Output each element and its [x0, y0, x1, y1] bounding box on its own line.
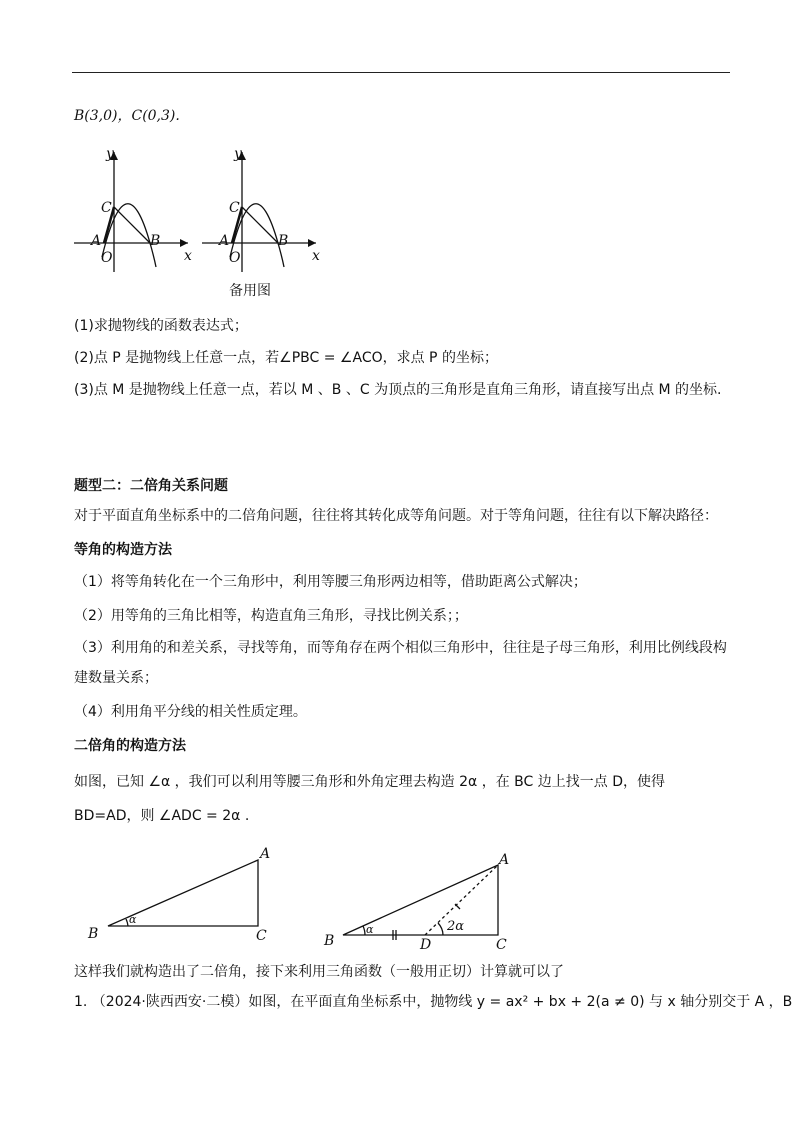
question-3: (3)点 M 是抛物线上任意一点，若以 M 、B 、C 为顶点的三角形是直角三角形，请直接写出点 M 的坐标.	[74, 382, 722, 398]
right-a-label: A	[499, 852, 510, 868]
right-d-label: D	[420, 937, 432, 952]
equal-angle-title: 等角的构造方法	[74, 542, 172, 558]
axis-x-label-2: x	[312, 248, 320, 264]
section-intro: 对于平面直角坐标系中的二倍角问题，往往将其转化成等角问题。对于等角问题，往往有以下解决路径：	[74, 508, 718, 524]
point-b-label: B	[150, 233, 161, 249]
top-points-text: B(3,0)，C(0,3).	[74, 108, 180, 124]
left-a-label: A	[260, 846, 271, 862]
graph-right	[202, 152, 316, 272]
double-angle-desc-2: BD=AD，则 ∠ADC = 2α .	[74, 808, 250, 824]
method-item-4: （4）利用角平分线的相关性质定理。	[74, 704, 307, 720]
point-c-label-2: C	[229, 200, 240, 216]
point-a-label-2: A	[219, 233, 230, 249]
method-item-2: （2）用等角的三角比相等，构造直角三角形，寻找比例关系；；	[74, 608, 468, 624]
question-1: (1)求抛物线的函数表达式；	[74, 318, 248, 334]
method-item-1: （1）将等角转化在一个三角形中，利用等腰三角形两边相等，借助距离公式解决；	[74, 574, 587, 590]
problem-1-text: 1. （2024·陕西西安·二模）如图，在平面直角坐标系中，抛物线 y = ax² + bx + 2(a ≠ 0) 与 x 轴分别交于 A ，B	[74, 994, 793, 1010]
double-angle-desc-1: 如图，已知 ∠α ，我们可以利用等腰三角形和外角定理去构造 2α ，在 BC 边上找一点 D，使得	[74, 774, 665, 790]
double-angle-title: 二倍角的构造方法	[74, 738, 186, 754]
point-b-label-2: B	[278, 233, 289, 249]
graph-left	[74, 152, 188, 272]
point-c-label: C	[101, 200, 112, 216]
axis-x-label: x	[184, 248, 192, 264]
left-c-label: C	[256, 928, 267, 944]
method-item-3-cont: 建数量关系；	[74, 670, 158, 686]
left-b-label: B	[88, 926, 99, 942]
parabola-figure	[66, 142, 346, 292]
right-b-label: B	[324, 933, 335, 949]
right-alpha-label: α	[366, 923, 374, 936]
origin-label: O	[101, 250, 113, 266]
section-title: 题型二：二倍角关系问题	[74, 478, 228, 494]
right-two-alpha-label: 2α	[447, 919, 465, 934]
header-rule	[72, 72, 730, 73]
origin-label-2: O	[229, 250, 241, 266]
axis-y-label: y	[106, 146, 114, 162]
triangle-figure	[80, 842, 540, 952]
left-alpha-label: α	[129, 913, 137, 926]
point-a-label: A	[91, 233, 102, 249]
question-2: (2)点 P 是抛物线上任意一点，若∠PBC = ∠ACO，求点 P 的坐标；	[74, 350, 498, 366]
conclusion-text: 这样我们就构造出了二倍角，接下来利用三角函数（一般用正切）计算就可以了	[74, 964, 564, 980]
figure-caption: 备用图	[229, 283, 271, 299]
right-c-label: C	[496, 937, 507, 952]
method-item-3: （3）利用角的和差关系，寻找等角，而等角存在两个相似三角形中，往往是子母三角形，利用比例线段构	[74, 640, 727, 656]
axis-y-label-2: y	[234, 146, 242, 162]
